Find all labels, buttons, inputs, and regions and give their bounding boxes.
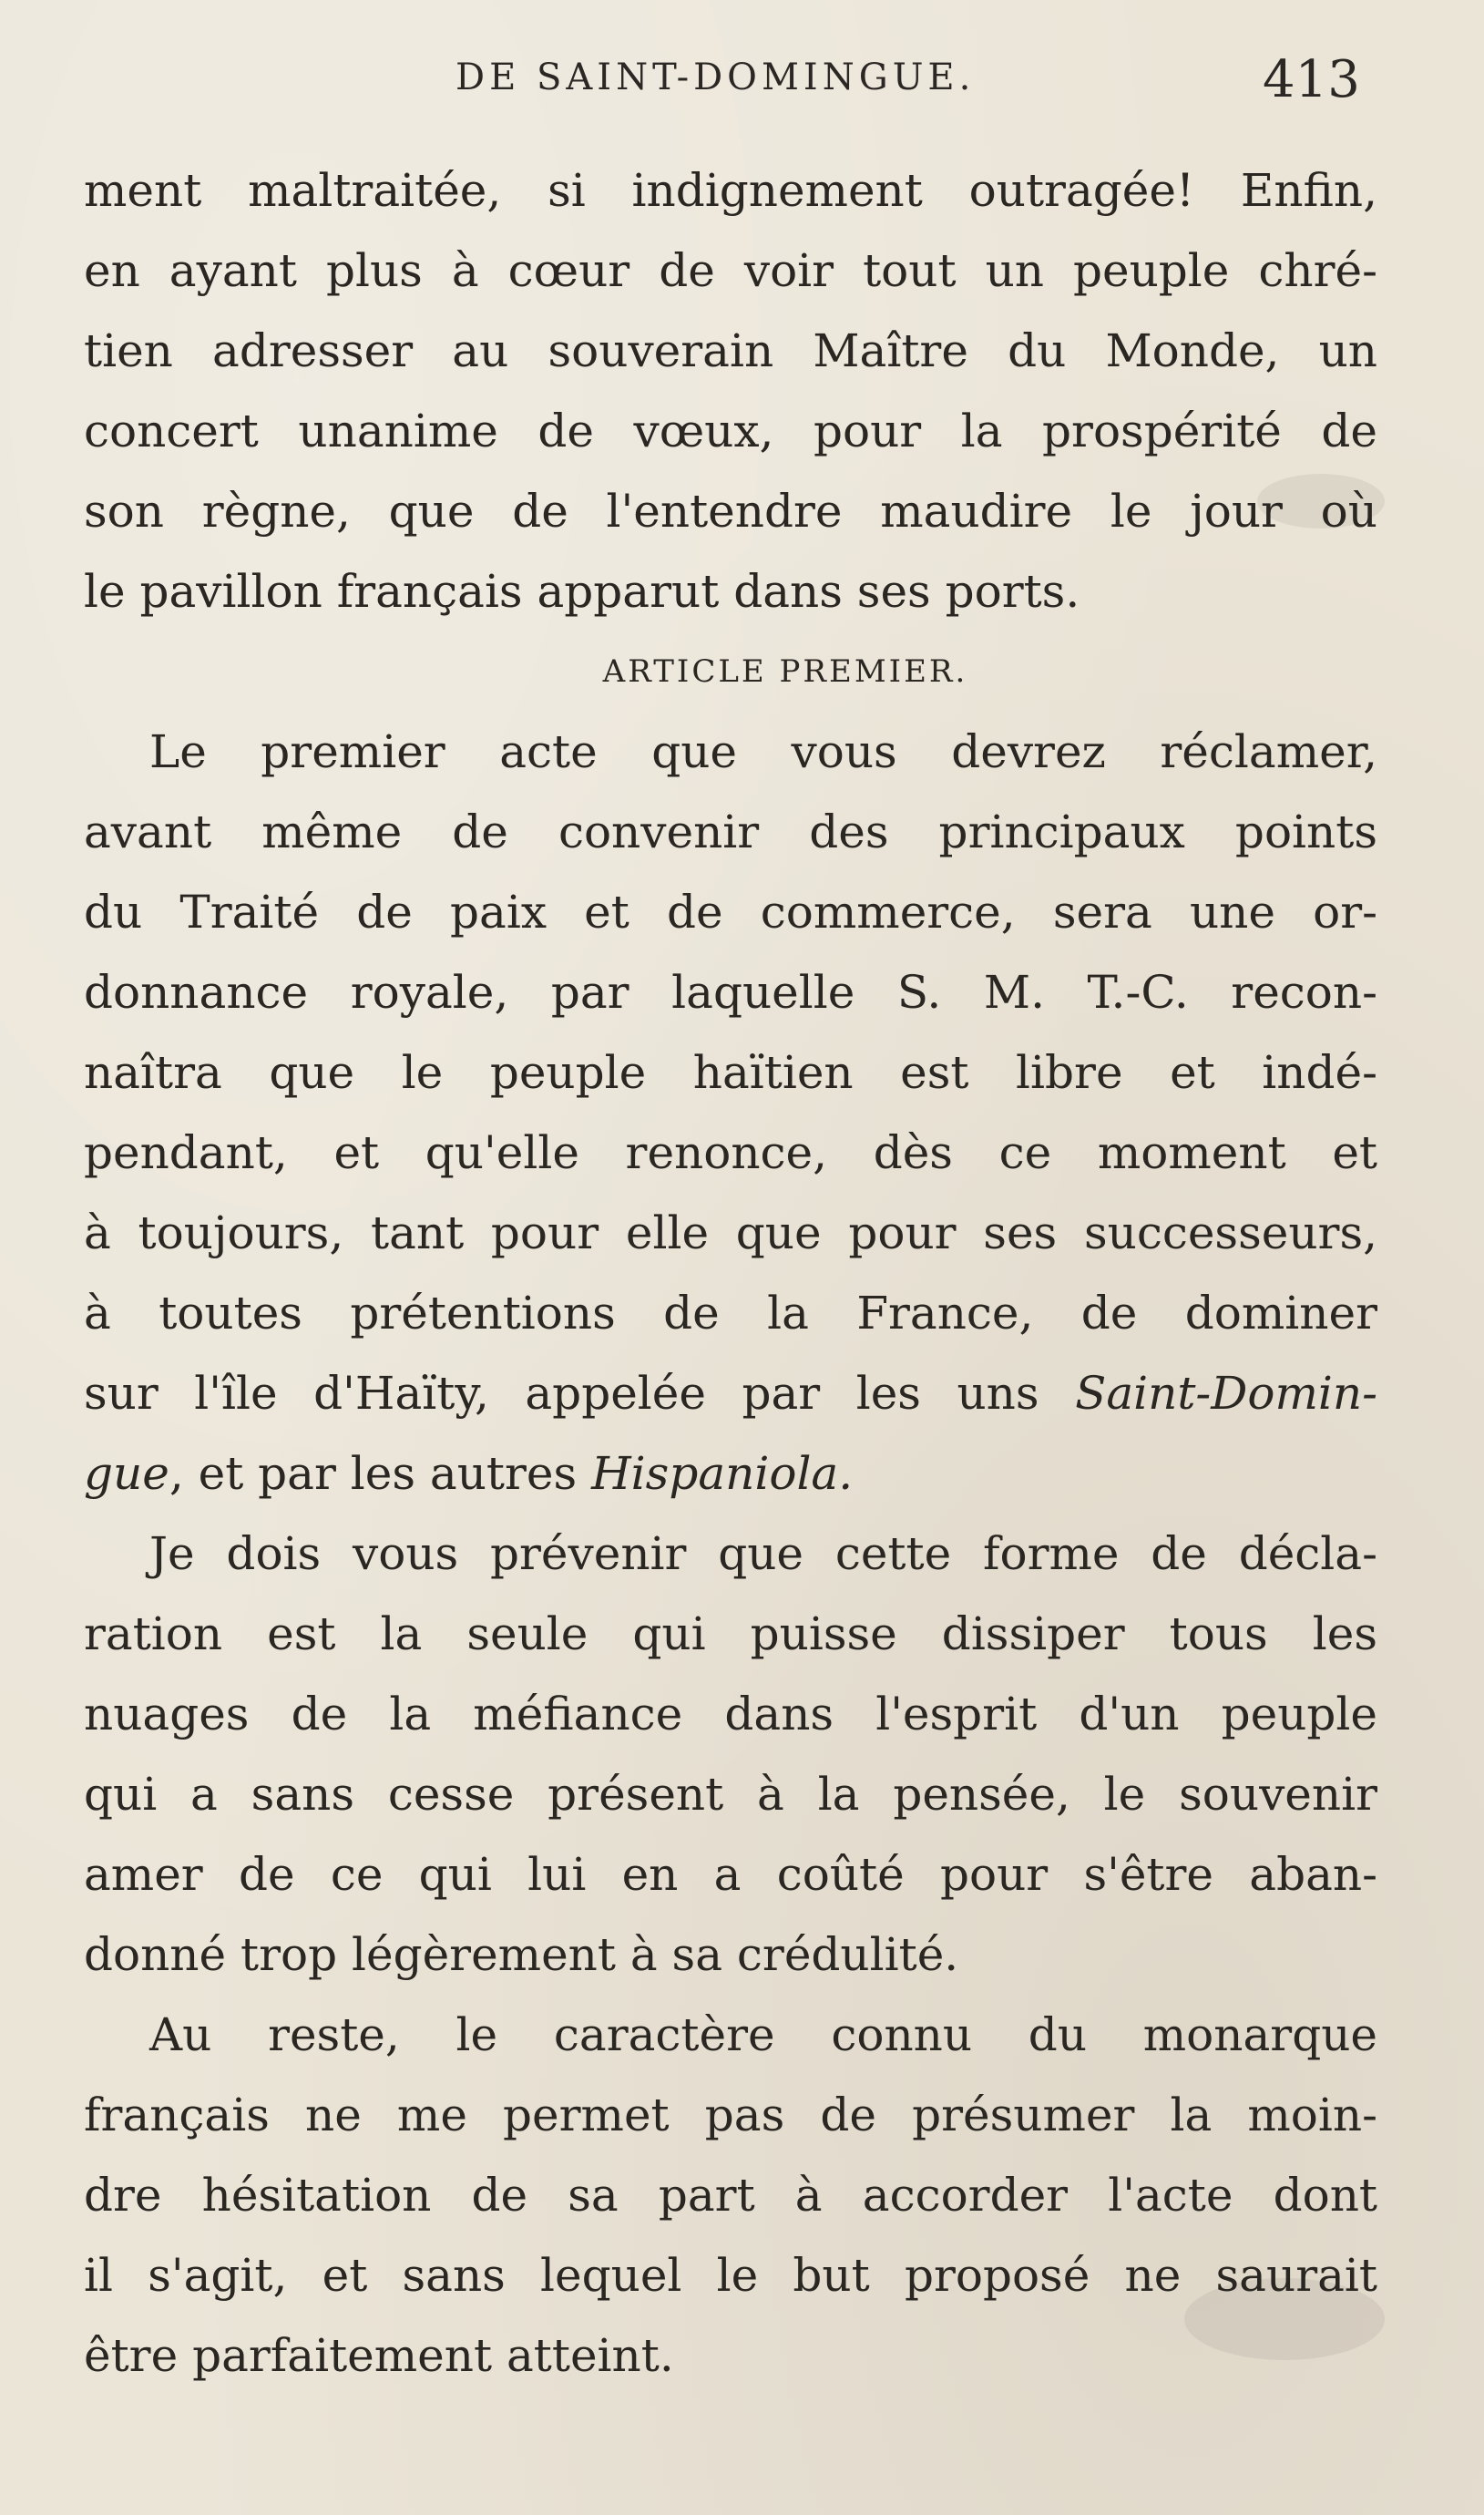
text-line: Au reste, le caractère connu du monarque: [149, 2008, 1377, 2061]
text-line: naîtra que le peuple haïtien est libre et indé-: [84, 1046, 1377, 1099]
text-line: avant même de convenir des principaux points: [84, 806, 1377, 858]
text-line: en ayant plus à cœur de voir tout un peuple chré-: [84, 244, 1377, 297]
text-line: donné trop légèrement à sa crédulité.: [84, 1928, 959, 1981]
text-segment: sur l'île d'Haïty, appelée par les uns: [84, 1367, 1076, 1420]
text-line: Le premier acte que vous devrez réclamer,: [149, 725, 1377, 778]
text-line: ration est la seule qui puisse dissiper tous les: [84, 1607, 1377, 1660]
text-line: du Traité de paix et de commerce, sera une or-: [84, 886, 1377, 939]
text-line: pendant, et qu'elle renonce, dès ce moment et: [84, 1126, 1377, 1179]
running-head: DE SAINT-DOMINGUE.: [455, 56, 976, 98]
text-line: amer de ce qui lui en a coûté pour s'être aban-: [84, 1848, 1377, 1901]
text-line: français ne me permet pas de présumer la moin-: [84, 2089, 1377, 2141]
text-line: [84, 1353, 1377, 1433]
text-line: qui a sans cesse présent à la pensée, le souvenir: [84, 1768, 1377, 1821]
text-line: tien adresser au souverain Maître du Monde, un: [84, 324, 1377, 377]
text-line: à toujours, tant pour elle que pour ses successeurs,: [84, 1206, 1377, 1259]
text-line: à toutes prétentions de la France, de dominer: [84, 1287, 1377, 1340]
text-line: le pavillon français apparut dans ses ports.: [84, 565, 1080, 618]
italic-segment: gue: [84, 1447, 169, 1500]
text-line: Je dois vous prévenir que cette forme de décla-: [149, 1527, 1377, 1580]
text-line: nuages de la méfiance dans l'esprit d'un peuple: [84, 1688, 1377, 1740]
italic-segment: Saint-Domin-: [1075, 1367, 1377, 1420]
page-body: [84, 150, 1377, 2396]
page-number: 413: [1263, 50, 1360, 109]
text-segment: , et par les autres: [169, 1447, 592, 1500]
text-line: concert unanime de vœux, pour la prospérité de: [84, 405, 1377, 457]
text-line: ment maltraitée, si indignement outragée! Enfin,: [84, 164, 1377, 217]
text-line: dre hésitation de sa part à accorder l'acte dont: [84, 2169, 1377, 2222]
text-line: donnance royale, par laquelle S. M. T.-C. recon-: [84, 966, 1377, 1019]
article-heading: ARTICLE PREMIER.: [602, 653, 968, 690]
text-line: être parfaitement atteint.: [84, 2329, 674, 2382]
text-line: il s'agit, et sans lequel le but proposé ne saurait: [84, 2249, 1377, 2302]
italic-segment: Hispaniola.: [591, 1447, 854, 1500]
text-line: son règne, que de l'entendre maudire le jour où: [84, 485, 1377, 538]
text-line: [84, 1433, 1377, 1514]
